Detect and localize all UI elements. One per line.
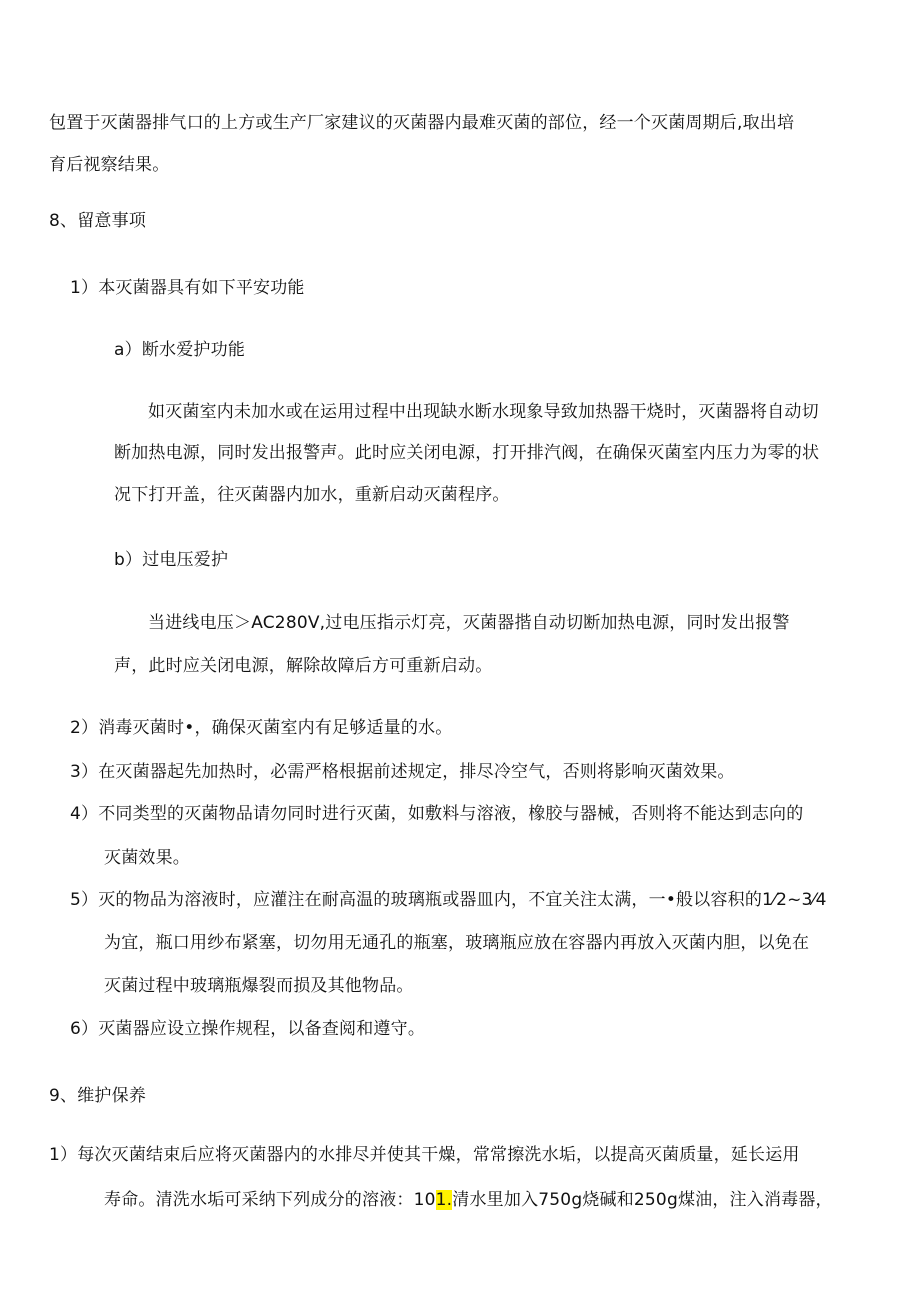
- section-8-item-4-line-1: 4）不同类型的灭菌物品请勿同时进行灭菌，如敷料与溶液，橡胶与器械，否则将不能达到志向的: [70, 804, 804, 824]
- section-8-heading: 8、留意事项: [49, 211, 147, 231]
- continuation-line-1: 包置于灭菌器排气口的上方或生产厂家建议的灭菌器内最难灭菌的部位，经一个灭菌周期后,取出培: [49, 113, 795, 133]
- section-9-item-1-line-2-after: 清水里加入750g烧碱和250g煤油，注入消毒器，: [452, 1190, 833, 1210]
- section-8-item-2: 2）消毒灭菌时•，确保灭菌室内有足够适量的水。: [70, 718, 453, 738]
- section-8-item-5-line-2: 为宜，瓶口用纱布紧塞，切勿用无通孔的瓶塞，玻璃瓶应放在容器内再放入灭菌内胆，以免在: [104, 933, 810, 953]
- sub-item-a-line-1: 如灭菌室内未加水或在运用过程中出现缺水断水现象导致加热器干烧时，灭菌器将自动切: [148, 402, 819, 422]
- section-8-item-1-title: 1）本灭菌器具有如下平安功能: [70, 278, 305, 298]
- continuation-line-2: 育后视察结果。: [49, 155, 170, 175]
- sub-item-b-line-1: 当进线电压＞AC280V,过电压指示灯亮，灭菌器揩自动切断加热电源，同时发出报警: [148, 613, 790, 633]
- sub-item-b-title: b）过电压爱护: [114, 550, 229, 570]
- sub-item-a-line-3: 况下打开盖，往灭菌器内加水，重新启动灭菌程序。: [114, 485, 510, 505]
- section-9-item-1-line-1: 1）每次灭菌结束后应将灭菌器内的水排尽并使其干燥，常常擦洗水垢，以提高灭菌质量，延长运用: [49, 1145, 800, 1165]
- section-8-item-5-line-1: 5）灭的物品为溶液时，应灌注在耐高温的玻璃瓶或器皿内，不宜关注太满，一•般以容积的1⁄2~3⁄4: [70, 890, 827, 910]
- section-8-item-3: 3）在灭菌器起先加热时，必需严格根据前述规定，排尽冷空气，否则将影响灭菌效果。: [70, 762, 735, 782]
- section-8-item-6: 6）灭菌器应设立操作规程，以备查阅和遵守。: [70, 1019, 426, 1039]
- section-9-heading: 9、维护保养: [49, 1086, 147, 1106]
- sub-item-b-line-2: 声，此时应关闭电源，解除故障后方可重新启动。: [114, 656, 493, 676]
- section-8-item-5-line-3: 灭菌过程中玻璃瓶爆裂而损及其他物品。: [104, 976, 414, 996]
- highlighted-text: 1.: [435, 1190, 453, 1210]
- sub-item-a-title: a）断水爱护功能: [114, 340, 246, 360]
- sub-item-a-line-2: 断加热电源，同时发出报警声。此时应关闭电源，打开排汽阀，在确保灭菌室内压力为零的状: [114, 443, 820, 463]
- section-8-item-4-line-2: 灭菌效果。: [104, 848, 190, 868]
- section-9-item-1-line-2-before: 寿命。清洗水垢可采纳下列成分的溶液：10: [104, 1190, 436, 1210]
- section-9-item-1-line-2: [104, 1188, 833, 1212]
